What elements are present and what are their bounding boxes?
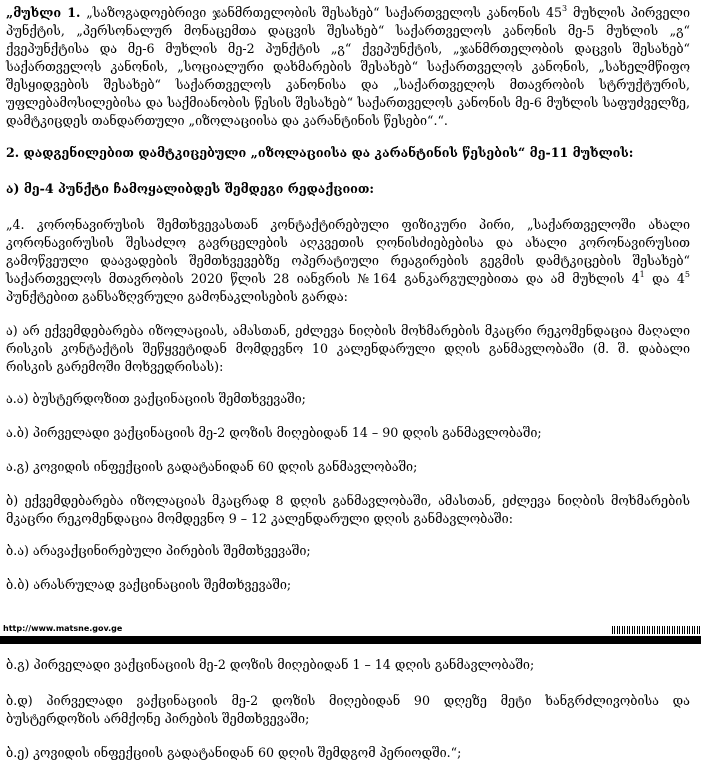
footer-url-link[interactable]: http://www.matsne.gov.ge (3, 624, 123, 633)
paragraph-4-text-part3: პუნქტებით განსაზღვრული გამონაკლისების გარდა: (6, 289, 348, 304)
paragraph-4-sup1: 1 (639, 270, 645, 279)
subsection-a-heading: ა) მე-4 პუნქტი ჩამოყალიბდეს შემდეგი რედაქციით: (6, 181, 375, 196)
article-1-text-part2: მუხლის პირველი პუნქტის, „პერსონალურ მონაცემთა დაცვის შესახებ“ საქართველოს კანონის მე-5 მუხლის „გ“ ქვეპუნქტისა და მე-6 მუხლის მე-2 პუნქტის „გ“ ქვეპუნქტის, „ჯანმრთელობის დაცვის შესახებ“ საქართველოს კანონის, „სოციალური დახმარების შესახებ“ საქართველოს კანონის, „სახელმწიფო შესყიდვების შესახებ“ საქართველოს კანონისა და „საქართველოს მთავრობის სტრუქტურის, უფლებამოსილებისა და საქმიანობის წესის შესახებ“ საქართველოს კანონის მე-6 მუხლის საფუძველზე, დამტკიცდეს თანდართული „იზოლაციისა და კარანტინის წესები“.“. (6, 5, 690, 128)
item-b-a: ბ.ა) არავაქცინირებული პირების შემთხვევაში; (6, 543, 311, 558)
paragraph-4-text-part2: და 4 (644, 271, 685, 286)
item-a: ა) არ ექვემდებარება იზოლაციას, ამასთან, ეძლევა ნიღბის მოხმარების მკაცრი რეკომენდაცია მაღალი რისკის კონტაქტის შეწყვეტიდან მომდევნო 10 კალენდარული დღის განმავლობაში (მ. შ. დაბალი რისკის გარემოში მოხვედრისას): (6, 323, 690, 374)
article-1-lead: „მუხლი 1. (6, 5, 81, 20)
item-b-d: ბ.დ) პირველადი ვაქცინაციის მე-2 დოზის მიღებიდან 90 დღეზე მეტი ხანგრძლივობისა და ბუსტერდოზის არმქონე პირების შემთხვევაში; (6, 693, 690, 726)
section-2-heading: 2. დადგენილებით დამტკიცებული „იზოლაციისა და კარანტინის წესების“ მე-11 მუხლის: (6, 145, 634, 160)
article-1-paragraph (6, 4, 690, 130)
item-b-e: ბ.ე) კოვიდის ინფექციის გადატანიდან 60 დღის შემდგომ პერიოდში.“; (6, 745, 462, 760)
paragraph-4-text-part1: „4. კორონავირუსის შემთხვევასთან კონტაქტირებული ფიზიკური პირი, „საქართველოში ახალი კორონავირუსის შესაძლო გავრცელების აღკვეთის ღონისძიებებისა და ახალი კორონავირუსით გამოწვეული დაავადების შემთხვევებზე ოპერატიული რეაგირების გეგმის დამტკიცების შესახებ“ საქართველოს მთავრობის 2020 წლის 28 იანვრის №164 განკარგულებითა და ამ მუხლის 4 (6, 217, 690, 286)
item-b-g: ბ.გ) პირველადი ვაქცინაციის მე-2 დოზის მიღებიდან 1 – 14 დღის განმავლობაში; (6, 657, 535, 672)
paragraph-4-sup2: 5 (684, 270, 690, 279)
barcode-icon (612, 626, 700, 634)
item-b: ბ) ექვემდებარება იზოლაციას მკაცრად 8 დღის განმავლობაში, ამასთან, ეძლევა ნიღბის მოხმარების მკაცრი რეკომენდაცია მომდევნო 9 – 12 კალენდარული დღის განმავლობაში: (6, 493, 690, 526)
paragraph-4 (6, 216, 690, 306)
page-2 (0, 644, 701, 784)
item-a-g: ა.გ) კოვიდის ინფექციის გადატანიდან 60 დღის განმავლობაში; (6, 459, 418, 474)
page-separator (0, 636, 701, 644)
article-1-text-part1: „საზოგადოებრივი ჯანმრთელობის შესახებ“ საქართველოს კანონის 45 (80, 5, 563, 20)
article-1-superscript: 3 (562, 4, 568, 13)
item-a-b: ა.ბ) პირველადი ვაქცინაციის მე-2 დოზის მიღებიდან 14 – 90 დღის განმავლობაში; (6, 425, 542, 440)
item-b-b: ბ.ბ) არასრულად ვაქცინაციის შემთხვევაში; (6, 577, 292, 592)
item-a-a: ა.ა) ბუსტერდოზით ვაქცინაციის შემთხვევაში; (6, 391, 306, 406)
